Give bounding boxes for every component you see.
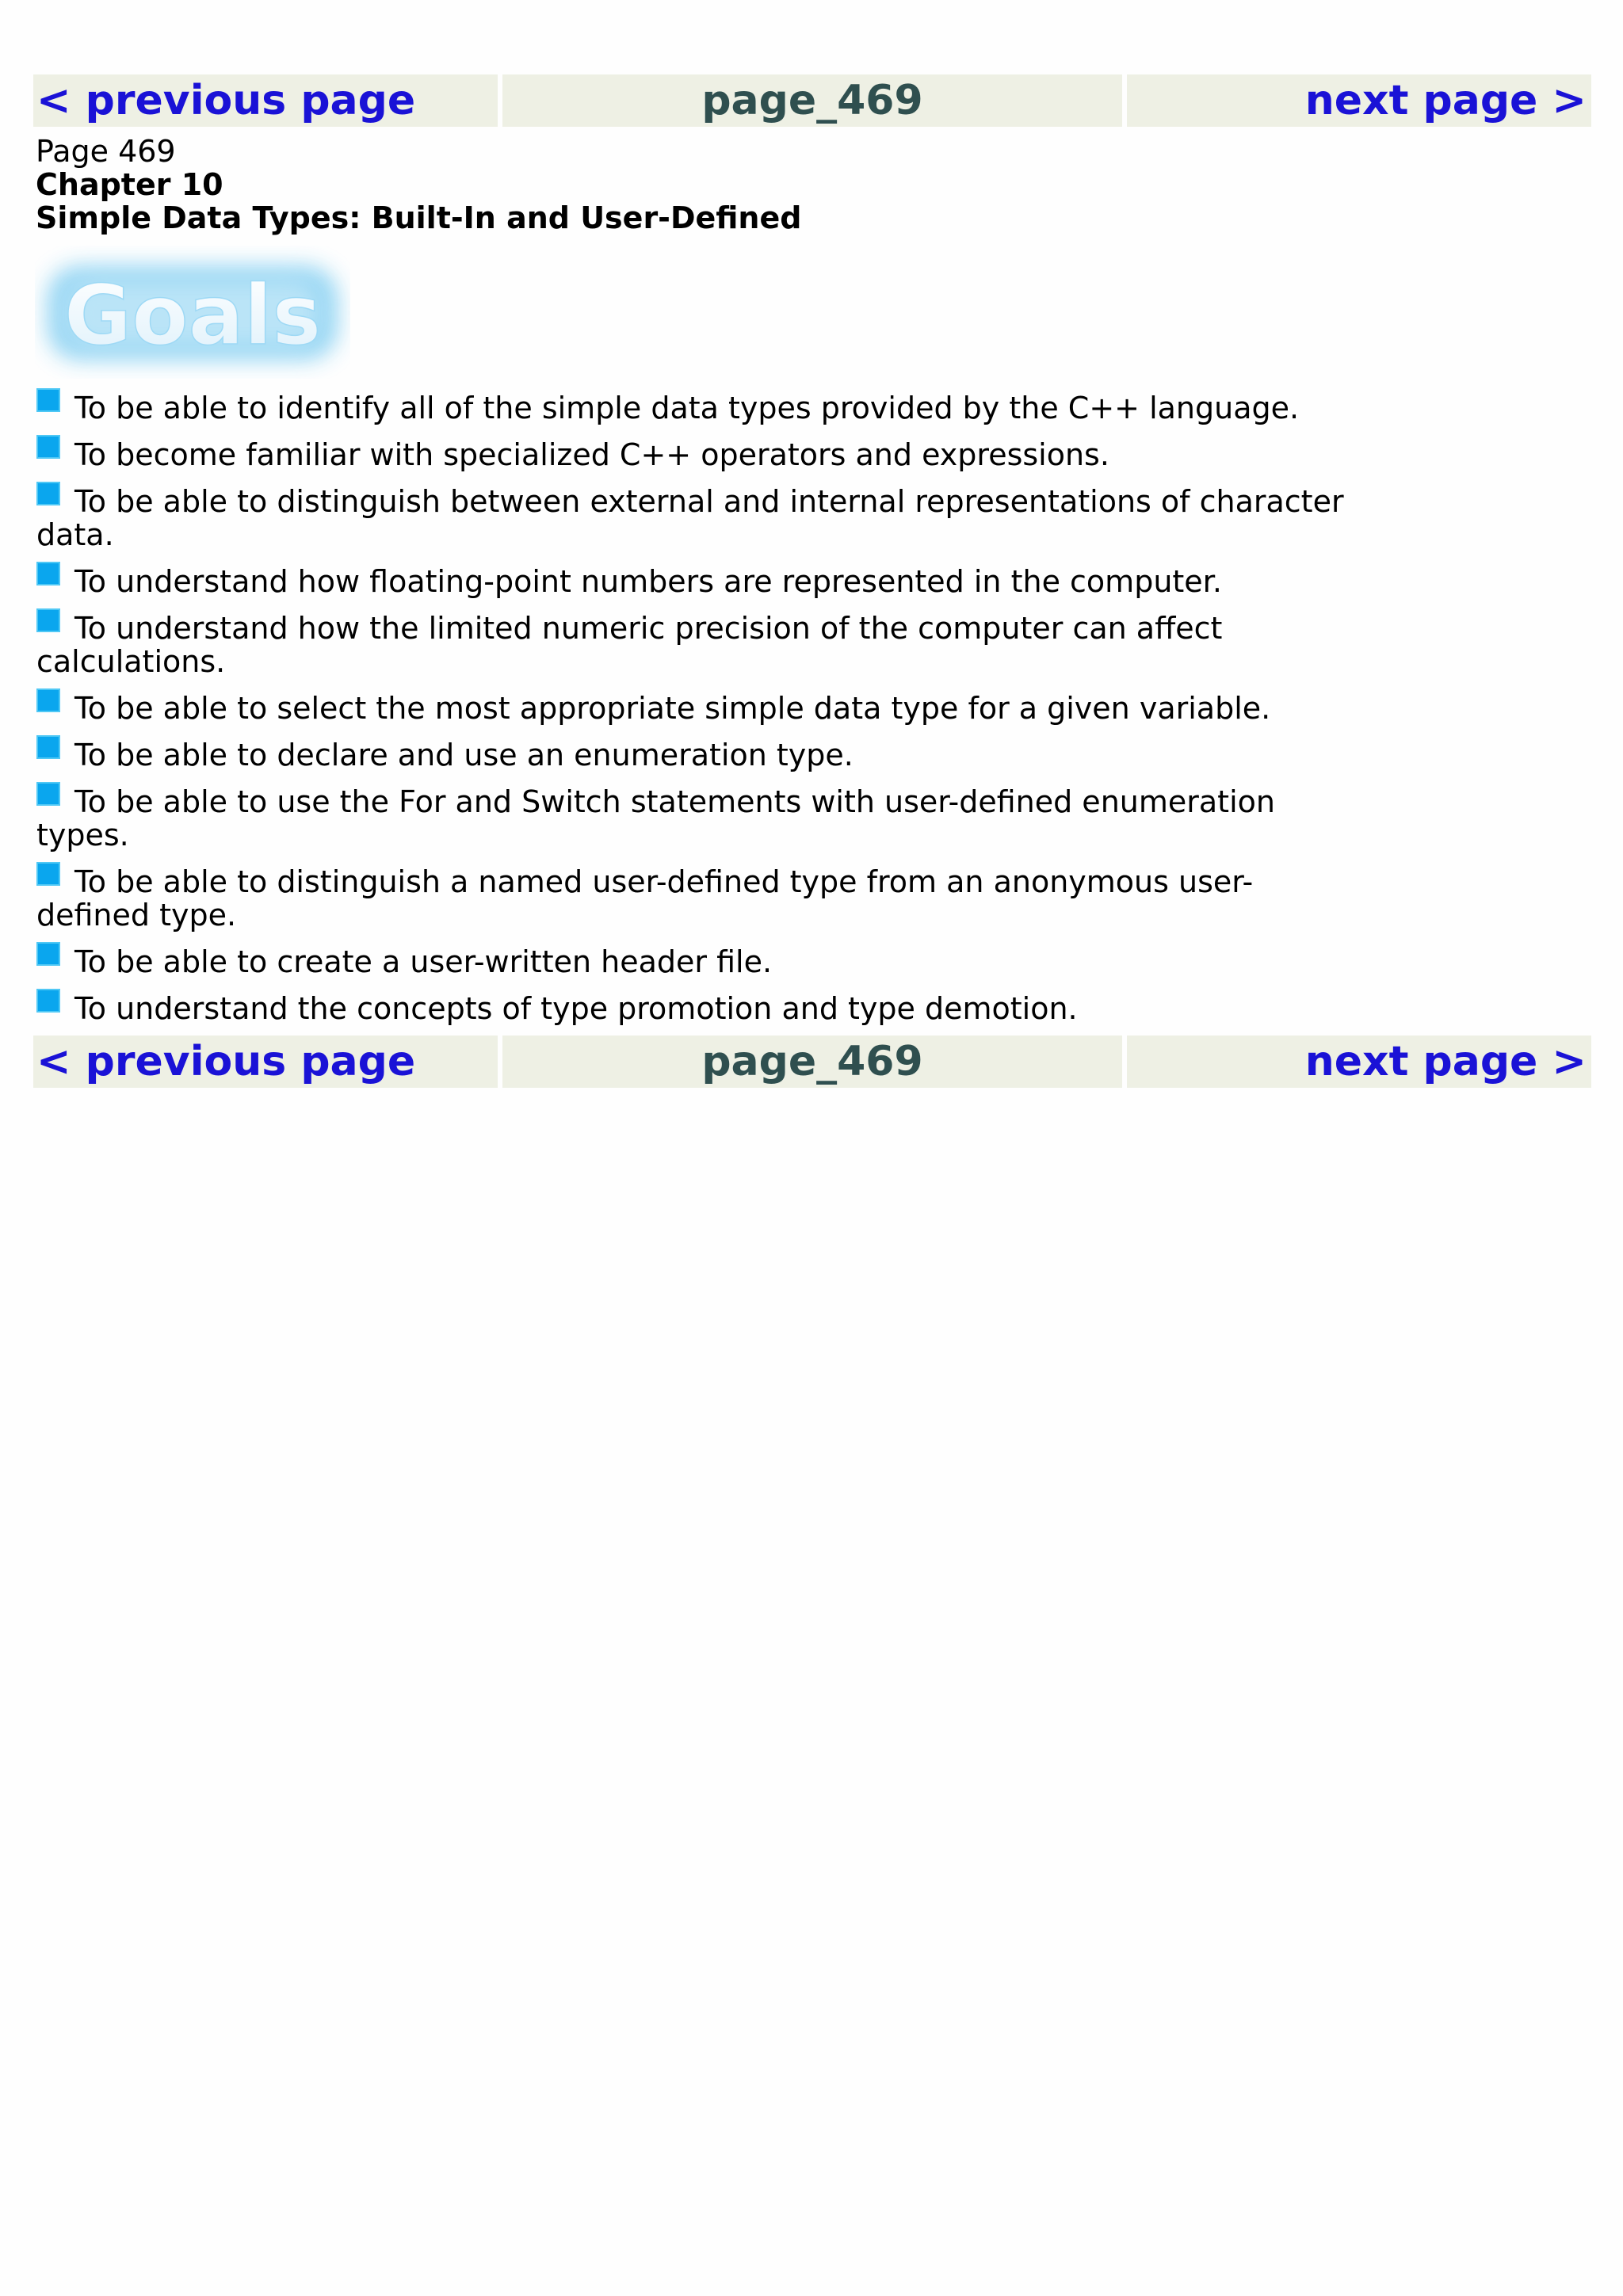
goal-item xyxy=(33,862,1349,932)
goal-item xyxy=(33,735,1349,772)
square-bullet-icon xyxy=(36,782,60,806)
square-bullet-icon xyxy=(36,435,60,459)
page-content xyxy=(33,74,1591,1088)
goal-text: To become familiar with specialized C++ operators and expressions. xyxy=(74,437,1109,472)
next-page-cell xyxy=(1127,1035,1591,1088)
goal-text: To be able to distinguish between external and internal representations of character data. xyxy=(36,484,1344,552)
goals-list xyxy=(33,388,1349,1025)
goal-item xyxy=(33,482,1349,551)
goal-text: To be able to select the most appropriate simple data type for a given variable. xyxy=(74,691,1271,726)
goal-text: To be able to declare and use an enumeration type. xyxy=(74,738,854,772)
goal-text: To understand the concepts of type promotion and type demotion. xyxy=(74,991,1078,1026)
top-navigation-bar xyxy=(33,74,1591,127)
goals-banner-graphic xyxy=(35,246,350,379)
next-page-link[interactable]: next page > xyxy=(1304,77,1587,124)
square-bullet-icon xyxy=(36,562,60,585)
bottom-navigation-bar xyxy=(33,1035,1591,1088)
chapter-number: Chapter 10 xyxy=(36,167,223,202)
page-number: Page 469 xyxy=(36,134,176,169)
goals-banner-text: Goals xyxy=(63,267,322,364)
goal-item xyxy=(33,562,1349,598)
goal-text: To understand how floating-point numbers are represented in the computer. xyxy=(74,564,1222,599)
goal-item xyxy=(33,388,1349,425)
goal-text: To be able to distinguish a named user-defined type from an anonymous user-defined type. xyxy=(36,864,1254,933)
goal-text: To be able to create a user-written header file. xyxy=(74,944,773,979)
square-bullet-icon xyxy=(36,688,60,712)
goal-text: To understand how the limited numeric precision of the computer can affect calculations. xyxy=(36,611,1223,679)
goal-item xyxy=(33,782,1349,852)
square-bullet-icon xyxy=(36,989,60,1013)
goal-item xyxy=(33,989,1349,1025)
goal-item xyxy=(33,608,1349,678)
square-bullet-icon xyxy=(36,735,60,759)
previous-page-cell xyxy=(33,74,498,127)
goal-item xyxy=(33,942,1349,978)
previous-page-cell xyxy=(33,1035,498,1088)
previous-page-link[interactable]: < previous page xyxy=(36,77,416,124)
goal-text: To be able to use the For and Switch statements with user-defined enumeration types. xyxy=(36,784,1275,852)
square-bullet-icon xyxy=(36,608,60,632)
next-page-cell xyxy=(1127,74,1591,127)
previous-page-link[interactable]: < previous page xyxy=(36,1038,416,1085)
goal-text: To be able to identify all of the simple data types provided by the C++ language. xyxy=(74,391,1300,425)
goal-item xyxy=(33,435,1349,471)
page-label: page_469 xyxy=(701,77,923,124)
square-bullet-icon xyxy=(36,942,60,966)
square-bullet-icon xyxy=(36,482,60,505)
chapter-title: Simple Data Types: Built-In and User-Defined xyxy=(36,200,802,235)
page-label-cell xyxy=(502,74,1122,127)
square-bullet-icon xyxy=(36,388,60,412)
chapter-header xyxy=(33,135,1591,235)
goals-banner-image xyxy=(35,246,350,379)
square-bullet-icon xyxy=(36,862,60,886)
goal-item xyxy=(33,688,1349,725)
page-label-cell xyxy=(502,1035,1122,1088)
page-label: page_469 xyxy=(701,1038,923,1085)
next-page-link[interactable]: next page > xyxy=(1304,1038,1587,1085)
